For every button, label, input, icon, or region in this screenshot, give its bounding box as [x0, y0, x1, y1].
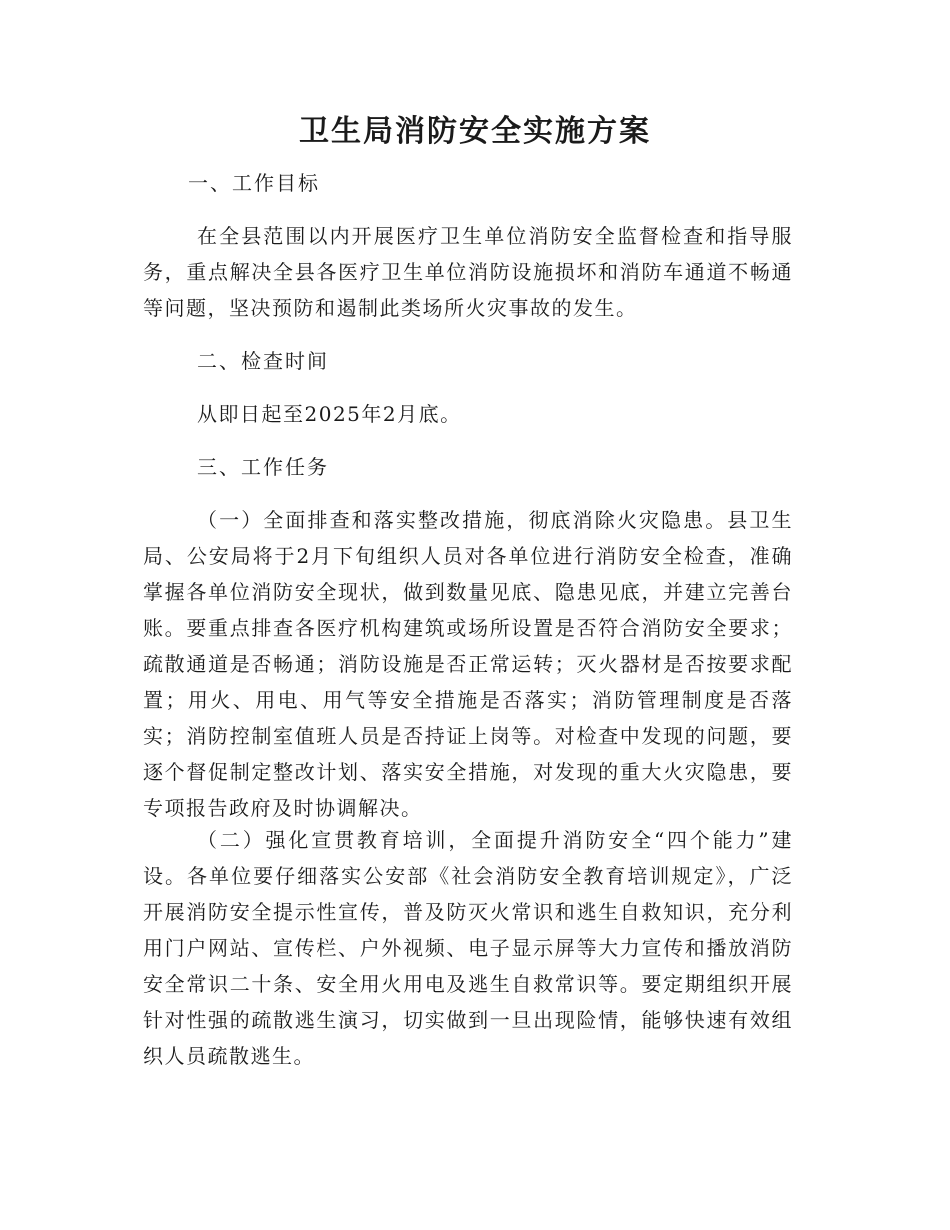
task-item-2: （二）强化宣贯教育培训，全面提升消防安全“四个能力”建设。各单位要仔细落实公安部《社会消防安全教育培训规定》，广泛开展消防安全提示性宣传，普及防灭火常识和逃生自救知识，充分利用门户网站、宣传栏、户外视频、电子显示屏等大力宣传和播放消防安全常识二十条、安全用火用电及逃生自救常识等。要定期组织开展针对性强的疏散逃生演习，切实做到一旦出现险情，能够快速有效组织人员疏散逃生。 [143, 828, 793, 1068]
section-heading-tasks: 三、工作任务 [197, 455, 329, 479]
section-body-time: 从即日起至2025年2月底。 [197, 402, 462, 426]
section-heading-goals: 一、工作目标 [188, 171, 320, 195]
task-item-1: （一）全面排查和落实整改措施，彻底消除火灾隐患。县卫生局、公安局将于2月下旬组织人员对各单位进行消防安全检查，准确掌握各单位消防安全现状，做到数量见底、隐患见底，并建立完善台账。要重点排查各医疗机构建筑或场所设置是否符合消防安全要求；疏散通道是否畅通；消防设施是否正常运转；灭火器材是否按要求配置；用火、用电、用气等安全措施是否落实；消防管理制度是否落实；消防控制室值班人员是否持证上岗等。对检查中发现的问题，要逐个督促制定整改计划、落实安全措施，对发现的重大火灾隐患，要专项报告政府及时协调解决。 [143, 508, 793, 820]
section-body-goals: 在全县范围以内开展医疗卫生单位消防安全监督检查和指导服务，重点解决全县各医疗卫生单位消防设施损坏和消防车通道不畅通等问题，坚决预防和遏制此类场所火灾事故的发生。 [143, 224, 793, 320]
section-heading-time: 二、检查时间 [197, 349, 329, 373]
document-title: 卫生局消防安全实施方案 [299, 114, 651, 149]
